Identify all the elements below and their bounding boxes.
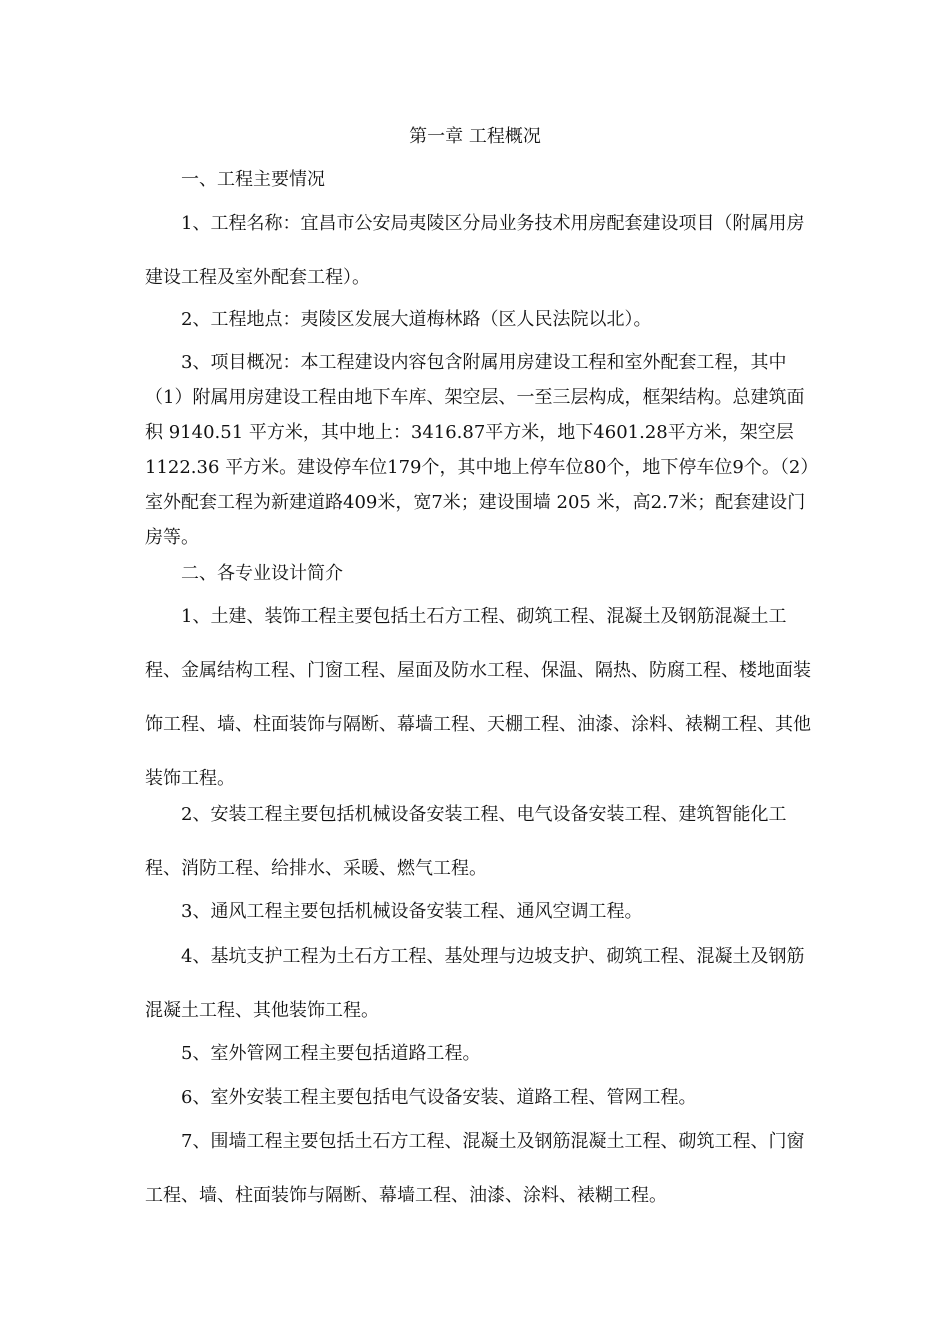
installation-paragraph: 2、安装工程主要包括机械设备安装工程、电气设备安装工程、建筑智能化工程、消防工程、给排水、采暖、燃气工程。 <box>145 804 787 879</box>
project-overview-paragraph: 3、项目概况：本工程建设内容包含附属用房建设工程和室外配套工程，其中（1）附属用房建设工程由地下车库、架空层、一至三层构成，框架结构。总建筑面积 9140.51 平方米，其中地上：3416.87平方米，地下4601.28平方米，架空层1122.36 平方米。建设停车位179个，其中地上停车位80个，地下停车位9个。（2）室外配套工程为新建道路409米，宽7米；建设围墙 205 米，高2.7米；配套建设门房等。 <box>145 352 810 548</box>
foundation-pit-paragraph: 4、基坑支护工程为土石方工程、基处理与边坡支护、砌筑工程、混凝土及钢筋混凝土工程、其他装饰工程。 <box>145 946 805 1021</box>
chapter-title: 第一章 工程概况 <box>409 126 541 147</box>
outdoor-pipe-paragraph: 5、室外管网工程主要包括道路工程。 <box>181 1043 481 1064</box>
ventilation-paragraph: 3、通风工程主要包括机械设备安装工程、通风空调工程。 <box>181 901 643 922</box>
project-name-paragraph: 1、工程名称：宜昌市公安局夷陵区分局业务技术用房配套建设项目（附属用房建设工程及室外配套工程）。 <box>145 213 805 288</box>
outdoor-installation-paragraph: 6、室外安装工程主要包括电气设备安装、道路工程、管网工程。 <box>181 1087 697 1108</box>
section2-heading: 二、各专业设计简介 <box>181 563 343 584</box>
section1-heading: 一、工程主要情况 <box>181 169 325 190</box>
wall-works-paragraph: 7、围墙工程主要包括土石方工程、混凝土及钢筋混凝土工程、砌筑工程、门窗工程、墙、柱面装饰与隔断、幕墙工程、油漆、涂料、裱糊工程。 <box>145 1131 805 1206</box>
project-location-paragraph: 2、工程地点：夷陵区发展大道梅林路（区人民法院以北）。 <box>181 309 652 330</box>
civil-decoration-paragraph: 1、土建、装饰工程主要包括土石方工程、砌筑工程、混凝土及钢筋混凝土工程、金属结构工程、门窗工程、屋面及防水工程、保温、隔热、防腐工程、楼地面装饰工程、墙、柱面装饰与隔断、幕墙工程、天棚工程、油漆、涂料、裱糊工程、其他装饰工程。 <box>145 606 811 789</box>
